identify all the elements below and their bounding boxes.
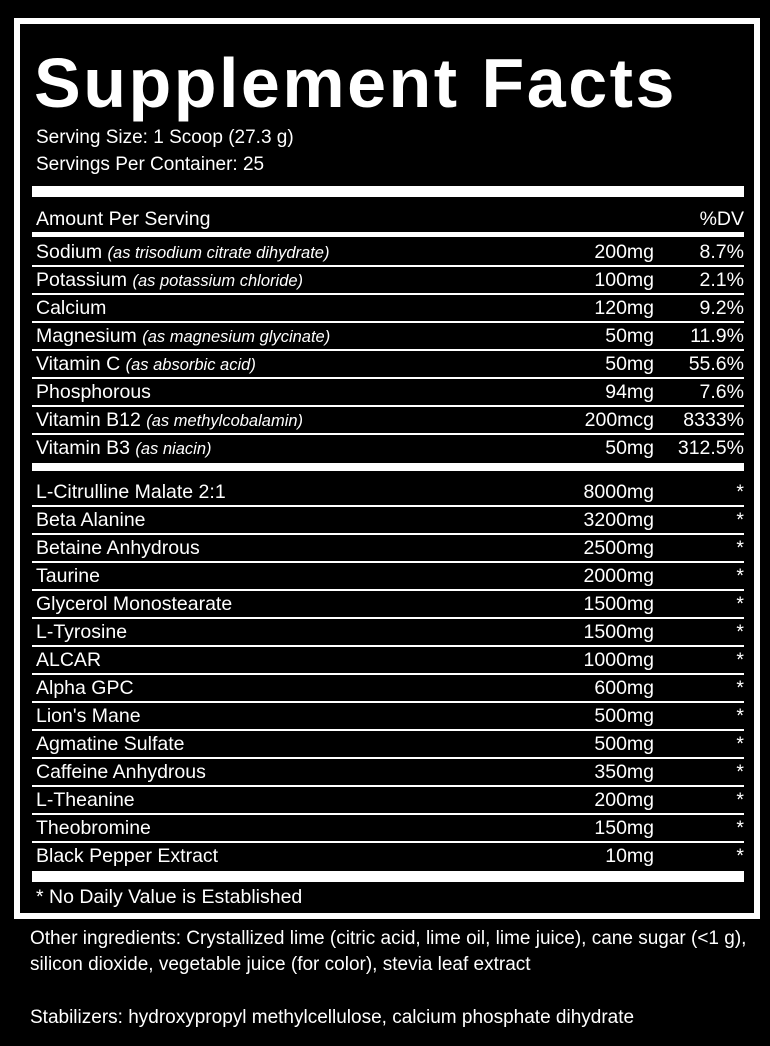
ingredient-name — [36, 702, 141, 730]
ingredient-name-text: Lion's Mane — [36, 705, 141, 727]
nutrient-name-text: Vitamin B3 — [36, 437, 130, 459]
ingredient-row — [32, 646, 744, 674]
ingredient-name — [36, 730, 185, 758]
nutrient-name — [36, 238, 329, 267]
ingredient-name — [36, 478, 226, 506]
nutrient-name-text: Sodium — [36, 241, 103, 263]
ingredient-amount: 500mg — [594, 705, 654, 727]
servings-per-container: Servings Per Container: 25 — [36, 154, 265, 175]
ingredient-row — [32, 506, 744, 534]
nutrient-name-text: Vitamin C — [36, 353, 121, 375]
ingredient-name-text: ALCAR — [36, 649, 102, 671]
nutrient-amount: 120mg — [594, 297, 654, 319]
nutrient-name-text: Potassium — [36, 269, 128, 291]
ingredient-daily-value: * — [736, 537, 744, 559]
ingredient-row — [32, 562, 744, 590]
nutrient-source-note: (as absorbic acid) — [125, 356, 256, 374]
nutrient-amount: 50mg — [605, 353, 654, 375]
section-divider — [32, 463, 744, 471]
ingredient-amount: 350mg — [594, 761, 654, 783]
ingredient-amount: 500mg — [594, 733, 654, 755]
ingredient-daily-value: * — [736, 621, 744, 643]
ingredient-name — [36, 618, 127, 646]
nutrient-row — [32, 294, 744, 322]
ingredient-name — [36, 758, 206, 786]
ingredient-name-text: Black Pepper Extract — [36, 845, 219, 867]
thick-divider-bottom — [32, 871, 744, 882]
ingredient-name-text: Agmatine Sulfate — [36, 733, 185, 755]
ingredient-amount: 150mg — [594, 817, 654, 839]
ingredient-amount: 1500mg — [583, 621, 654, 643]
ingredient-daily-value: * — [736, 817, 744, 839]
ingredient-name-text: L-Tyrosine — [36, 621, 128, 643]
nutrient-row — [32, 406, 744, 434]
stabilizers-text: Stabilizers: hydroxypropyl methylcellulose, calcium phosphate dihydrate — [30, 1007, 635, 1028]
nutrient-amount: 50mg — [605, 325, 654, 347]
ingredient-daily-value: * — [736, 509, 744, 531]
footnote: * No Daily Value is Established — [36, 886, 303, 908]
ingredient-name-text: Alpha GPC — [36, 677, 134, 699]
nutrient-amount: 200mcg — [584, 409, 654, 431]
ingredient-row — [32, 842, 744, 870]
ingredient-daily-value: * — [736, 481, 744, 503]
ingredient-row — [32, 758, 744, 786]
nutrient-amount: 100mg — [594, 269, 654, 291]
nutrient-row — [32, 434, 744, 462]
nutrient-row — [32, 322, 744, 350]
nutrient-name — [36, 294, 106, 322]
nutrient-name — [36, 406, 303, 435]
nutrient-name-text: Phosphorous — [36, 381, 151, 403]
ingredient-daily-value: * — [736, 593, 744, 615]
ingredient-amount: 8000mg — [583, 481, 654, 503]
nutrient-daily-value: 7.6% — [699, 381, 744, 403]
nutrient-daily-value: 8.7% — [699, 241, 744, 263]
nutrient-source-note: (as niacin) — [135, 440, 212, 458]
ingredient-name — [36, 786, 135, 814]
ingredient-name-text: Caffeine Anhydrous — [36, 761, 206, 783]
ingredient-amount: 10mg — [605, 845, 654, 867]
ingredient-name — [36, 646, 101, 674]
ingredient-amount: 200mg — [594, 789, 654, 811]
ingredient-amount: 1500mg — [583, 593, 654, 615]
ingredient-daily-value: * — [736, 705, 744, 727]
panel-title: Supplement Facts — [34, 44, 677, 122]
nutrient-source-note: (as methylcobalamin) — [146, 412, 304, 430]
nutrient-row — [32, 266, 744, 294]
nutrient-name-text: Magnesium — [36, 325, 137, 347]
ingredient-name-text: Beta Alanine — [36, 509, 146, 531]
ingredient-name — [36, 814, 151, 842]
nutrient-daily-value: 8333% — [683, 409, 744, 431]
ingredient-row — [32, 618, 744, 646]
ingredient-name-text: Betaine Anhydrous — [36, 537, 200, 559]
ingredient-row — [32, 478, 744, 506]
ingredient-name-text: L-Citrulline Malate 2:1 — [36, 481, 226, 503]
amount-per-serving-label: Amount Per Serving — [36, 208, 211, 230]
ingredient-daily-value: * — [736, 565, 744, 587]
amount-header-row — [32, 205, 744, 233]
ingredient-row — [32, 786, 744, 814]
nutrient-daily-value: 312.5% — [677, 437, 744, 459]
ingredient-row — [32, 534, 744, 562]
ingredient-amount: 2500mg — [583, 537, 654, 559]
dv-header-label: %DV — [699, 208, 744, 230]
ingredient-row — [32, 674, 744, 702]
ingredient-name-text: Glycerol Monostearate — [36, 593, 233, 615]
ingredient-daily-value: * — [736, 761, 744, 783]
nutrient-name — [36, 434, 212, 463]
ingredient-row — [32, 590, 744, 618]
ingredient-name — [36, 590, 232, 618]
serving-size: Serving Size: 1 Scoop (27.3 g) — [36, 127, 294, 148]
nutrient-row — [32, 378, 744, 406]
thick-divider-top — [32, 186, 744, 197]
ingredient-daily-value: * — [736, 845, 744, 867]
nutrient-row — [32, 238, 744, 266]
ingredient-amount: 1000mg — [583, 649, 654, 671]
ingredient-daily-value: * — [736, 649, 744, 671]
ingredient-amount: 2000mg — [583, 565, 654, 587]
nutrient-amount: 50mg — [605, 437, 654, 459]
ingredient-daily-value: * — [736, 677, 744, 699]
ingredient-name — [36, 506, 146, 534]
nutrient-source-note: (as potassium chloride) — [132, 272, 304, 290]
nutrient-daily-value: 55.6% — [688, 353, 744, 375]
ingredient-name — [36, 842, 218, 870]
nutrient-source-note: (as magnesium glycinate) — [142, 328, 331, 346]
ingredient-name — [36, 674, 134, 702]
nutrient-amount: 200mg — [594, 241, 654, 263]
nutrient-name-text: Vitamin B12 — [36, 409, 141, 431]
ingredient-name — [36, 562, 100, 590]
nutrient-daily-value: 11.9% — [690, 325, 744, 347]
nutrient-name — [36, 322, 330, 351]
ingredient-amount: 600mg — [594, 677, 654, 699]
nutrient-name — [36, 266, 303, 295]
ingredient-row — [32, 730, 744, 758]
ingredient-daily-value: * — [736, 789, 744, 811]
nutrient-name-text: Calcium — [36, 297, 107, 319]
supplement-facts-panel — [14, 18, 760, 919]
nutrient-amount: 94mg — [605, 381, 654, 403]
ingredient-name-text: L-Theanine — [36, 789, 135, 811]
nutrient-daily-value: 2.1% — [699, 269, 744, 291]
ingredient-amount: 3200mg — [583, 509, 654, 531]
ingredient-row — [32, 702, 744, 730]
nutrient-daily-value: 9.2% — [699, 297, 744, 319]
ingredient-daily-value: * — [736, 733, 744, 755]
ingredient-row — [32, 814, 744, 842]
nutrient-name — [36, 350, 256, 379]
header-divider — [32, 232, 744, 237]
other-ingredients-text: Other ingredients: Crystallized lime (citric acid, lime oil, lime juice), cane sugar (<1 g), silicon dioxide, vegetable juice (for color), stevia leaf extract — [30, 928, 747, 975]
ingredient-name-text: Theobromine — [36, 817, 151, 839]
ingredient-name-text: Taurine — [36, 565, 100, 587]
nutrient-name — [36, 378, 151, 406]
ingredient-name — [36, 534, 200, 562]
nutrient-source-note: (as trisodium citrate dihydrate) — [107, 244, 330, 262]
nutrient-row — [32, 350, 744, 378]
